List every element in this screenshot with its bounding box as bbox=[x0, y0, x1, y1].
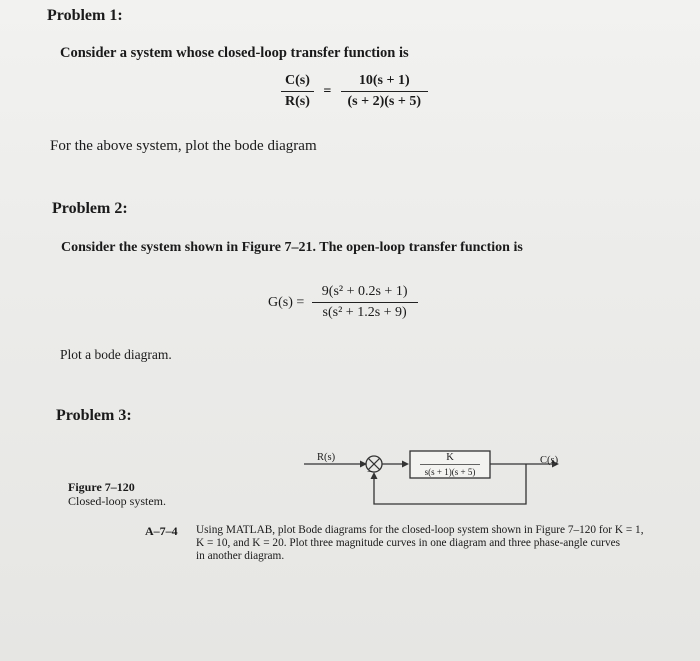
problem-text-line-2: K = 10, and K = 20. Plot three magnitude curves in one diagram and three phase-angle curves bbox=[196, 537, 621, 549]
open-loop-numerator: 9(s² + 0.2s + 1) bbox=[312, 284, 418, 303]
block-denominator: s(s + 1)(s + 5) bbox=[424, 467, 476, 477]
problem-3-heading: Problem 3: bbox=[56, 407, 132, 424]
summing-minus-sign: − bbox=[367, 467, 373, 478]
problem-1-heading: Problem 1: bbox=[47, 7, 123, 24]
problem-text-line-3: in another diagram. bbox=[196, 550, 285, 562]
g-of-s-label: G(s) = bbox=[268, 294, 305, 310]
problem-text-line-1: Using MATLAB, plot Bode diagrams for the closed-loop system shown in Figure 7–120 for K = 1, bbox=[196, 524, 644, 536]
problem-text bbox=[196, 524, 644, 563]
problem-2-intro: Consider the system shown in Figure 7–21. The open-loop transfer function is bbox=[61, 240, 523, 255]
problem-2-heading: Problem 2: bbox=[52, 200, 128, 217]
open-loop-denominator: s(s² + 1.2s + 9) bbox=[322, 305, 407, 320]
lhs-numerator: C(s) bbox=[281, 73, 314, 92]
problem-1-equation bbox=[281, 73, 428, 110]
rhs-numerator: 10(s + 1) bbox=[341, 73, 428, 92]
figure-caption: Closed-loop system. bbox=[68, 494, 166, 508]
figure-label: Figure 7–120 bbox=[68, 480, 135, 494]
problem-1-intro: Consider a system whose closed-loop transfer function is bbox=[60, 45, 409, 61]
lhs-denominator: R(s) bbox=[285, 94, 310, 109]
equals-sign: = bbox=[323, 83, 332, 99]
problem-1-task: For the above system, plot the bode diagram bbox=[50, 138, 317, 154]
problem-2-equation bbox=[268, 284, 418, 321]
block-numerator: K bbox=[446, 452, 454, 463]
problem-2-task: Plot a bode diagram. bbox=[60, 347, 172, 362]
input-label: R(s) bbox=[317, 452, 336, 463]
output-label: C(s) bbox=[540, 455, 559, 466]
problem-number: A–7–4 bbox=[145, 524, 178, 538]
rhs-denominator: (s + 2)(s + 5) bbox=[347, 94, 421, 109]
